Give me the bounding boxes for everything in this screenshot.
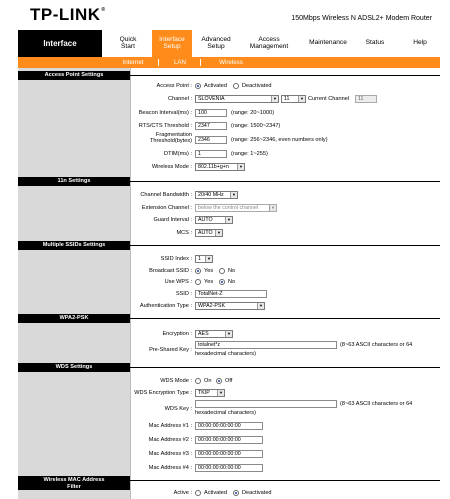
subtab-wireless[interactable]: Wireless (219, 59, 243, 66)
chevron-down-icon: ▼ (217, 390, 224, 396)
no-label: No (228, 268, 236, 274)
wpa2-psk-header: WPA2-PSK (18, 314, 130, 323)
wds-key-input[interactable] (195, 400, 337, 408)
fragmentation-range-hint: (range: 256~2346, even numbers only) (231, 137, 328, 143)
channel-bandwidth-label: Channel Bandwidth : (140, 192, 192, 198)
dtim-label: DTIM(ms) : (164, 151, 192, 157)
11n-settings-header: 11n Settings (18, 177, 130, 186)
chevron-down-icon: ▼ (257, 303, 264, 309)
tab-advanced-setup[interactable]: Advanced Setup (201, 35, 231, 50)
dtim-range-hint: (range: 1~255) (231, 151, 268, 157)
country-select[interactable]: SLOVENIA ▼ (195, 95, 279, 103)
tp-link-logo: TP-LINK® (30, 5, 106, 24)
access-point-label: Access Point : (156, 83, 192, 89)
chevron-down-icon: ▼ (205, 256, 212, 262)
guard-interval-label: Guard Interval : (153, 217, 192, 223)
off-label: Off (225, 378, 233, 384)
no-label: No (228, 279, 236, 285)
section-label-column (18, 68, 130, 499)
on-label: On (204, 378, 212, 384)
broadcast-ssid-no-radio[interactable] (219, 268, 225, 274)
access-point-activated-radio[interactable] (195, 83, 201, 89)
encryption-select[interactable]: AES ▼ (195, 330, 233, 338)
wds-key-hint-continued: hexadecimal characters) (195, 410, 256, 416)
guard-interval-select[interactable]: AUTO ▼ (195, 216, 233, 224)
mac-address-4-label: Mac Address #4 : (148, 465, 192, 471)
channel-bandwidth-select[interactable]: 20/40 MHz ▼ (195, 191, 238, 199)
wireless-mode-select[interactable]: 802.11b+g+n ▼ (195, 163, 245, 171)
tab-access-management[interactable]: Access Management (249, 35, 289, 50)
wds-mode-label: WDS Mode : (160, 378, 192, 384)
left-margin (0, 68, 18, 499)
beacon-range-hint: (range: 20~1000) (231, 110, 275, 116)
mac-filter-deactivated-radio[interactable] (233, 490, 239, 496)
model-name: 150Mbps Wireless N ADSL2+ Modem Router (291, 15, 432, 22)
chevron-down-icon: ▼ (230, 192, 237, 198)
main-nav (0, 30, 450, 57)
current-channel-label: Current Channel (308, 96, 350, 102)
wireless-mac-filter-header: Wireless MAC Address Filter (18, 476, 130, 490)
mac-address-1-label: Mac Address #1 : (148, 423, 192, 429)
wds-settings-header: WDS Settings (18, 363, 130, 372)
chevron-down-icon: ▼ (215, 230, 222, 236)
mac-filter-activated-radio[interactable] (195, 490, 201, 496)
current-channel-field: 11 (355, 95, 377, 103)
mac-address-2-label: Mac Address #2 : (148, 437, 192, 443)
access-point-settings-header: Access Point Settings (18, 71, 130, 80)
psk-hint: (8~63 ASCII characters or 64 (340, 342, 413, 348)
chevron-down-icon: ▼ (298, 96, 305, 102)
yes-label: Yes (204, 279, 214, 285)
current-section-title: Interface (18, 30, 102, 57)
rts-threshold-input[interactable]: 2347 (195, 122, 227, 130)
deactivated-label: Deactivated (242, 490, 272, 496)
pre-shared-key-label: Pre-Shared Key : (149, 347, 192, 353)
ssid-label: SSID : (175, 291, 192, 297)
wds-mode-on-radio[interactable] (195, 378, 201, 384)
wds-key-hint: (8~63 ASCII characters or 64 (340, 401, 413, 407)
access-point-deactivated-radio[interactable] (233, 83, 239, 89)
subtab-lan[interactable]: LAN (173, 59, 187, 66)
mac-address-3-input[interactable]: 00:00:00:00:00:00 (195, 450, 263, 458)
authentication-type-label: Authentication Type : (139, 303, 192, 309)
mac-filter-active-label: Active : (173, 490, 192, 496)
subtab-internet[interactable]: Internet (122, 59, 144, 66)
right-margin (440, 30, 450, 499)
chevron-down-icon: ▼ (269, 205, 276, 211)
wds-key-label: WDS Key : (164, 406, 192, 412)
authentication-type-select[interactable]: WPA2-PSK ▼ (195, 302, 265, 310)
mac-address-2-input[interactable]: 00:00:00:00:00:00 (195, 436, 263, 444)
beacon-interval-input[interactable]: 100 (195, 109, 227, 117)
brand-bar (0, 0, 450, 30)
channel-select[interactable]: 11 ▼ (281, 95, 306, 103)
wireless-mode-label: Wireless Mode : (151, 164, 192, 170)
fragmentation-threshold-input[interactable]: 2346 (195, 136, 227, 144)
use-wps-yes-radio[interactable] (195, 279, 201, 285)
wds-encryption-type-select[interactable]: TKIP ▼ (195, 389, 225, 397)
channel-label: Channel : (168, 96, 192, 102)
extension-channel-label: Extension Channel : (141, 205, 192, 211)
dtim-input[interactable]: 1 (195, 150, 227, 158)
rts-range-hint: (range: 1500~2347) (231, 123, 281, 129)
extension-channel-select: below the control channel ▼ (195, 204, 277, 212)
use-wps-label: Use WPS : (164, 279, 192, 285)
use-wps-no-radio[interactable] (219, 279, 225, 285)
chevron-down-icon: ▼ (225, 331, 232, 337)
ssid-index-select[interactable]: 1 ▼ (195, 255, 213, 263)
wds-mode-off-radio[interactable] (216, 378, 222, 384)
psk-hint-continued: hexadecimal characters) (195, 351, 256, 357)
activated-label: Activated (204, 83, 228, 89)
mac-address-4-input[interactable]: 00:00:00:00:00:00 (195, 464, 263, 472)
mac-address-3-label: Mac Address #3 : (148, 451, 192, 457)
fragmentation-threshold-label: Fragmentation Threshold(bytes) (150, 132, 192, 144)
chevron-down-icon: ▼ (237, 164, 244, 170)
encryption-label: Encryption : (162, 331, 192, 337)
beacon-interval-label: Beacon Interval(ms) : (138, 110, 192, 116)
tab-maintenance[interactable]: Maintenance (309, 39, 347, 47)
ssid-index-label: SSID Index : (160, 256, 192, 262)
activated-label: Activated (204, 490, 228, 496)
mcs-label: MCS : (176, 230, 192, 236)
deactivated-label: Deactivated (242, 83, 272, 89)
tab-interface-setup[interactable]: Interface Setup (152, 30, 192, 57)
tab-help[interactable]: Help (413, 39, 427, 47)
mcs-select[interactable]: AUTO ▼ (195, 229, 223, 237)
broadcast-ssid-yes-radio[interactable] (195, 268, 201, 274)
ssid-input[interactable]: TotalNet-Z (195, 290, 267, 298)
mac-address-1-input[interactable]: 00:00:00:00:00:00 (195, 422, 263, 430)
tab-quick-start[interactable]: Quick Start (119, 35, 137, 50)
chevron-down-icon: ▼ (271, 96, 278, 102)
wds-encryption-type-label: WDS Encryption Type : (134, 390, 192, 396)
broadcast-ssid-label: Broadcast SSID : (149, 268, 192, 274)
yes-label: Yes (204, 268, 214, 274)
chevron-down-icon: ▼ (225, 217, 232, 223)
tab-status[interactable]: Status (365, 39, 385, 47)
multiple-ssids-settings-header: Multiple SSIDs Settings (18, 241, 130, 250)
rts-threshold-label: RTS/CTS Threshold : (138, 123, 192, 129)
pre-shared-key-input[interactable]: totalnet*z (195, 341, 337, 349)
sub-nav (18, 57, 440, 68)
